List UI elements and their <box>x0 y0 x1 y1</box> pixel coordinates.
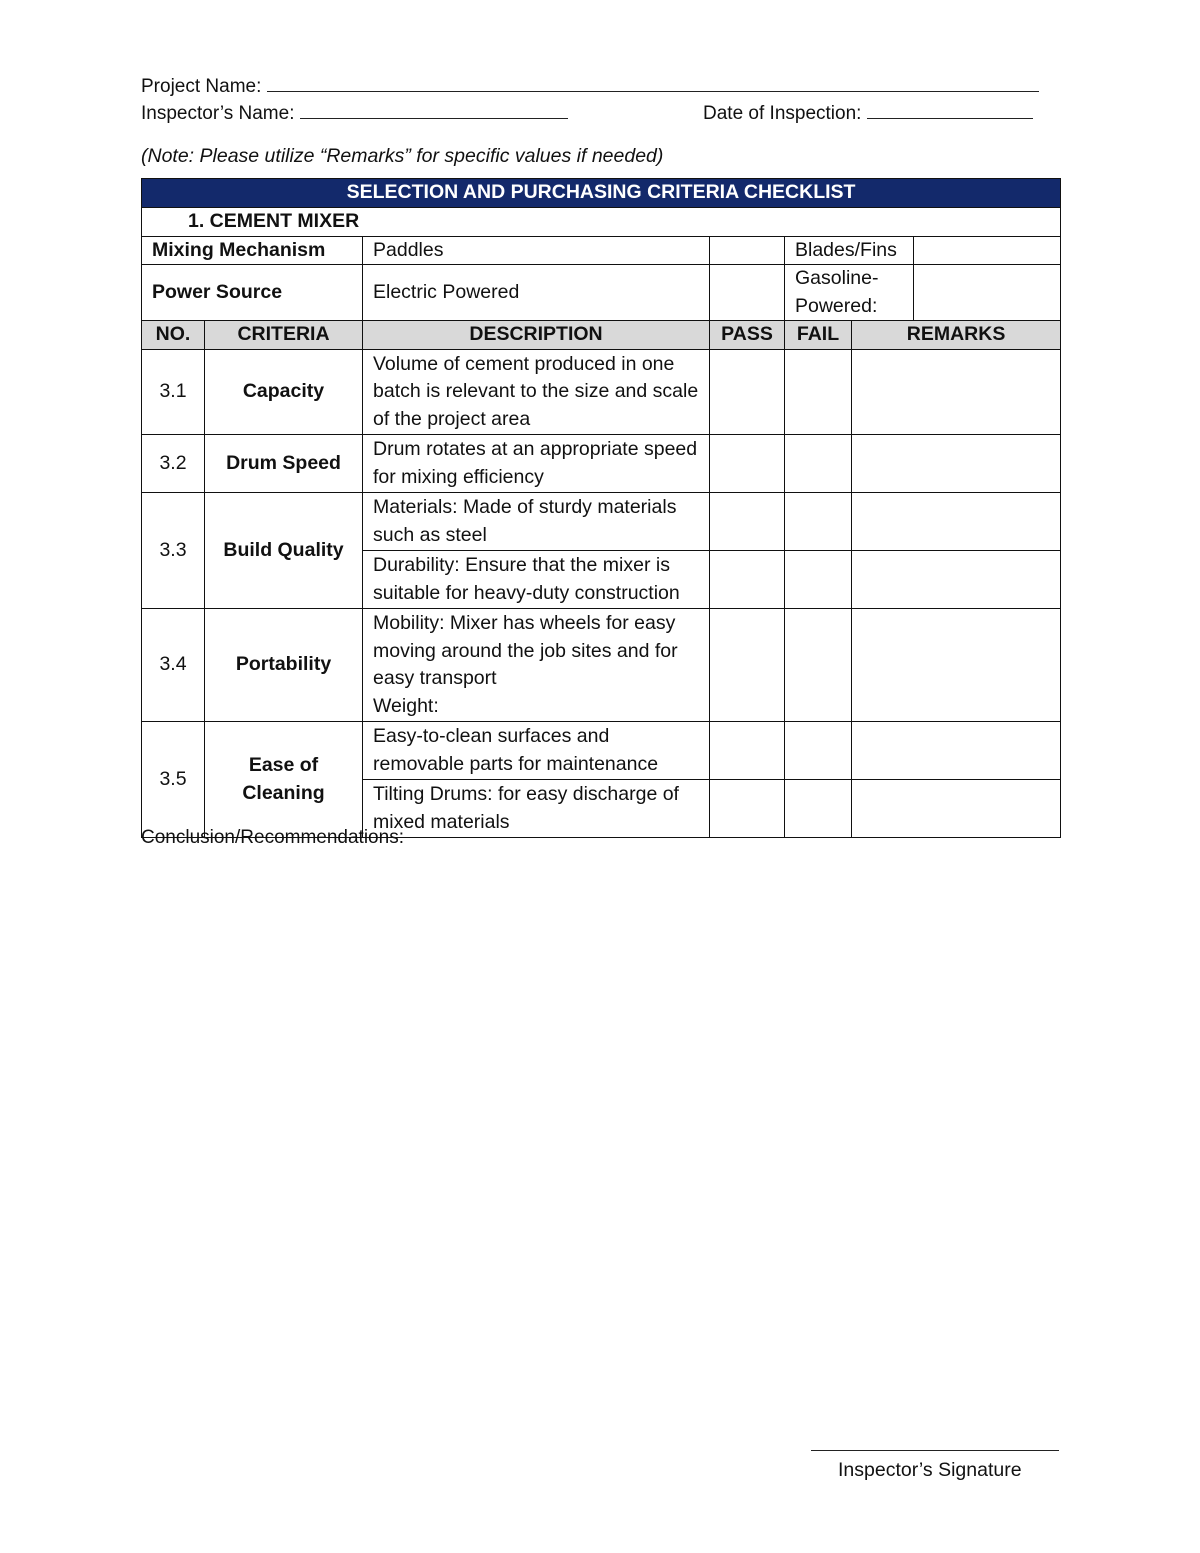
option-label: Power Source <box>142 265 363 321</box>
table-row <box>142 435 1061 493</box>
fail-cell[interactable] <box>785 722 852 780</box>
row-criteria: Ease of Cleaning <box>205 722 363 838</box>
date-line <box>703 100 1033 125</box>
remarks-cell[interactable] <box>852 493 1061 551</box>
pass-cell[interactable] <box>710 493 785 551</box>
inspector-name-line <box>141 100 568 125</box>
option-row-mixing <box>142 236 1061 265</box>
row-description: Tilting Drums: for easy discharge of mixed materials <box>363 780 710 838</box>
remarks-cell[interactable] <box>852 551 1061 609</box>
section-title: 1. CEMENT MIXER <box>142 208 1061 237</box>
row-criteria: Capacity <box>205 349 363 435</box>
table-row <box>142 609 1061 722</box>
remarks-cell[interactable] <box>852 722 1061 780</box>
pass-cell[interactable] <box>710 780 785 838</box>
signature-line[interactable] <box>811 1450 1059 1451</box>
row-number: 3.3 <box>142 493 205 609</box>
fail-cell[interactable] <box>785 551 852 609</box>
option-b-label: Gasoline-Powered: <box>785 265 914 321</box>
inspector-name-field[interactable] <box>300 100 568 119</box>
row-number: 3.1 <box>142 349 205 435</box>
date-field[interactable] <box>867 100 1033 119</box>
col-fail: FAIL <box>785 321 852 350</box>
fail-cell[interactable] <box>785 609 852 722</box>
col-remarks: REMARKS <box>852 321 1061 350</box>
row-criteria: Build Quality <box>205 493 363 609</box>
remarks-cell[interactable] <box>852 609 1061 722</box>
row-criteria: Drum Speed <box>205 435 363 493</box>
option-a-label: Paddles <box>363 236 710 265</box>
remarks-cell[interactable] <box>852 349 1061 435</box>
row-description: Durability: Ensure that the mixer is suitable for heavy-duty construction <box>363 551 710 609</box>
project-name-field[interactable] <box>267 73 1039 92</box>
table-row <box>142 349 1061 435</box>
col-pass: PASS <box>710 321 785 350</box>
checklist-title: SELECTION AND PURCHASING CRITERIA CHECKLIST <box>142 179 1061 208</box>
option-row-power <box>142 265 1061 321</box>
option-a-checkbox[interactable] <box>710 265 785 321</box>
inspector-name-label: Inspector’s Name: <box>141 103 295 124</box>
project-name-label: Project Name: <box>141 76 262 97</box>
col-description: DESCRIPTION <box>363 321 710 350</box>
row-number: 3.2 <box>142 435 205 493</box>
table-row <box>142 493 1061 551</box>
option-b-label: Blades/Fins <box>785 236 914 265</box>
fail-cell[interactable] <box>785 780 852 838</box>
remarks-cell[interactable] <box>852 435 1061 493</box>
row-criteria: Portability <box>205 609 363 722</box>
option-a-label: Electric Powered <box>363 265 710 321</box>
table-row <box>142 722 1061 780</box>
col-criteria: CRITERIA <box>205 321 363 350</box>
pass-cell[interactable] <box>710 551 785 609</box>
row-description: Volume of cement produced in one batch is relevant to the size and scale of the project area <box>363 349 710 435</box>
description-line: Mobility: Mixer has wheels for easy moving around the job sites and for easy transport <box>373 612 678 689</box>
row-number: 3.4 <box>142 609 205 722</box>
date-label: Date of Inspection: <box>703 103 862 124</box>
option-b-checkbox[interactable] <box>914 265 1061 321</box>
fail-cell[interactable] <box>785 493 852 551</box>
row-description <box>363 609 710 722</box>
column-header-row <box>142 321 1061 350</box>
conclusion-label: Conclusion/Recommendations: <box>141 827 404 848</box>
fail-cell[interactable] <box>785 349 852 435</box>
fail-cell[interactable] <box>785 435 852 493</box>
row-description: Materials: Made of sturdy materials such as steel <box>363 493 710 551</box>
project-name-line <box>141 73 1039 98</box>
option-b-checkbox[interactable] <box>914 236 1061 265</box>
row-description: Drum rotates at an appropriate speed for mixing efficiency <box>363 435 710 493</box>
note-text: (Note: Please utilize “Remarks” for specific values if needed) <box>141 145 664 167</box>
col-no: NO. <box>142 321 205 350</box>
signature-label: Inspector’s Signature <box>838 1459 1022 1481</box>
checklist-table <box>141 178 1061 838</box>
row-description: Easy-to-clean surfaces and removable parts for maintenance <box>363 722 710 780</box>
option-a-checkbox[interactable] <box>710 236 785 265</box>
pass-cell[interactable] <box>710 722 785 780</box>
option-label: Mixing Mechanism <box>142 236 363 265</box>
row-number: 3.5 <box>142 722 205 838</box>
pass-cell[interactable] <box>710 349 785 435</box>
pass-cell[interactable] <box>710 435 785 493</box>
description-line: Weight: <box>373 694 439 717</box>
remarks-cell[interactable] <box>852 780 1061 838</box>
pass-cell[interactable] <box>710 609 785 722</box>
